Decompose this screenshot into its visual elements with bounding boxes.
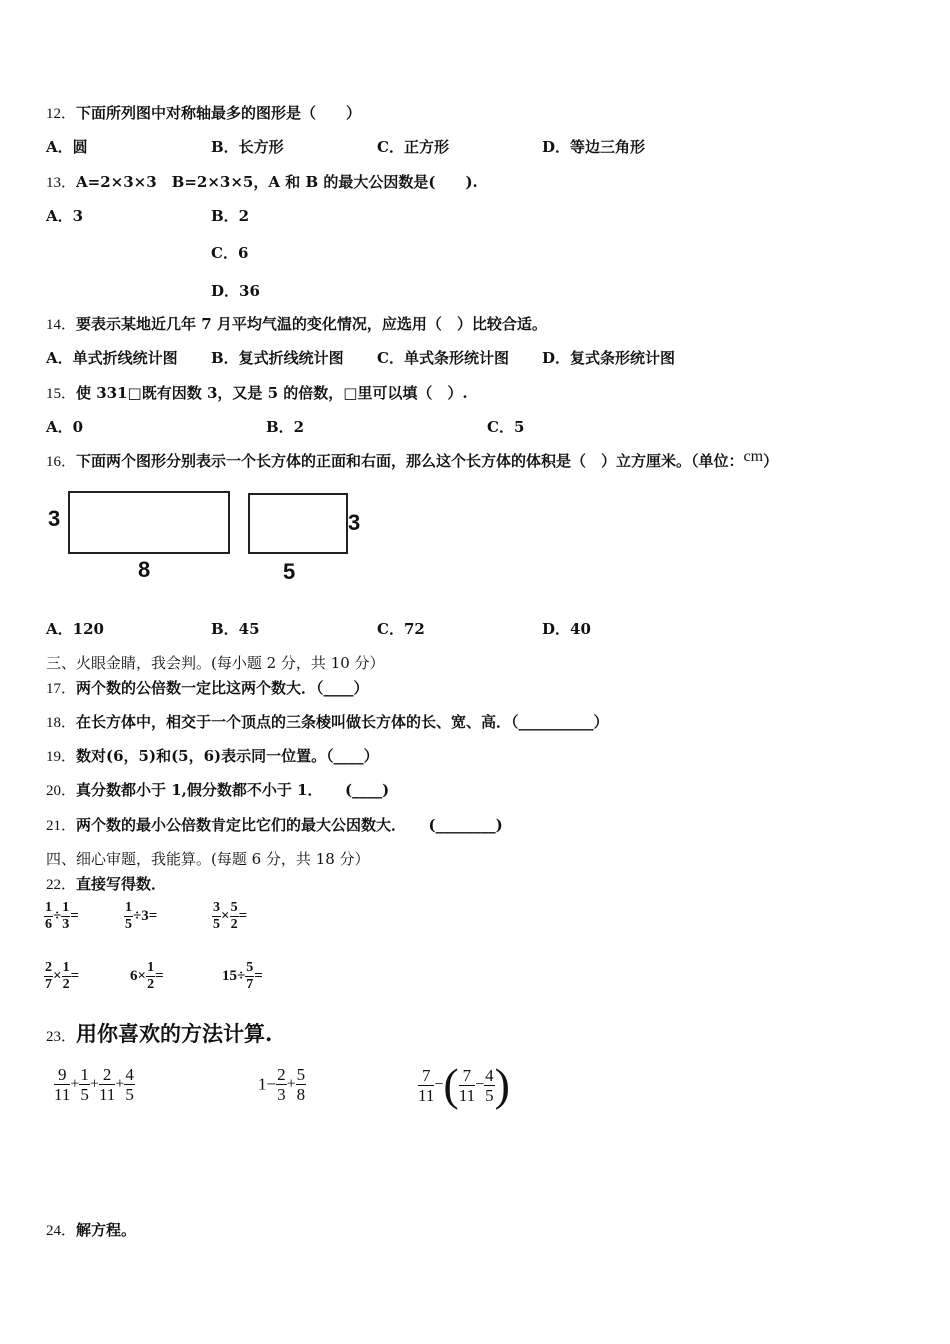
- numerator: 1: [80, 1065, 89, 1084]
- question-24: [46, 1219, 136, 1240]
- question-text: 直接写得数．: [76, 875, 167, 893]
- operator: ÷: [53, 908, 62, 924]
- front-height-label: 3: [48, 506, 61, 531]
- calc-item: [124, 901, 157, 932]
- numerator: 5: [246, 960, 254, 975]
- denominator: 11: [458, 1085, 476, 1105]
- question-text: 要表示某地近几年 7 月平均气温的变化情况，应选用（ ）比较合适。: [76, 315, 547, 333]
- denominator: 3: [62, 917, 70, 932]
- option-d: D．等边三角形: [542, 138, 646, 156]
- calc-item: [130, 961, 164, 992]
- denominator: 5: [125, 1085, 134, 1104]
- denominator: 7: [246, 977, 254, 992]
- option-b: B．复式折线统计图: [211, 349, 344, 367]
- option-b: B．45: [211, 620, 260, 638]
- option-c: C．正方形: [377, 138, 449, 156]
- question-13: [46, 171, 478, 192]
- denominator: 5: [213, 917, 220, 932]
- question-text: 两个数的最小公倍数肯定比它们的最大公因数大． (________): [76, 816, 503, 834]
- option-d: D．36: [211, 282, 260, 300]
- operator: +: [115, 1075, 125, 1093]
- question-22: [46, 873, 166, 894]
- question-text: 下面所列图中对称轴最多的图形是（ ）: [76, 104, 362, 122]
- operator: 15÷: [222, 968, 246, 984]
- operator: ×: [53, 968, 62, 984]
- fraction: [484, 1067, 495, 1104]
- fraction: [44, 961, 53, 992]
- numerator: 3: [213, 900, 220, 915]
- question-number: 13．: [46, 175, 77, 191]
- option-c: C．6: [211, 244, 249, 262]
- question-23: [46, 1018, 272, 1048]
- denominator: 7: [45, 977, 52, 992]
- equals-sign: =: [70, 908, 79, 924]
- fraction: [62, 961, 71, 992]
- option-a: A．120: [46, 620, 104, 638]
- numerator: 5: [296, 1065, 306, 1084]
- question-12: [46, 102, 361, 123]
- question-text: 解方程。: [76, 1221, 137, 1239]
- fraction: [276, 1066, 287, 1103]
- fraction: [61, 901, 70, 932]
- question-text: 数对(6，5)和(5，6)表示同一位置。（____）: [76, 747, 379, 765]
- question-number: 17．: [46, 681, 77, 697]
- denominator: 2: [230, 917, 238, 932]
- fraction: [146, 961, 155, 992]
- question-18: [46, 711, 609, 732]
- fraction: [296, 1066, 307, 1103]
- question-number: 19．: [46, 749, 77, 765]
- question-number: 23．: [46, 1029, 77, 1045]
- question-16: [46, 450, 778, 471]
- fraction: [212, 901, 221, 932]
- fraction: [124, 901, 133, 932]
- side-view-rectangle: [248, 493, 348, 554]
- numerator: 7: [459, 1067, 475, 1086]
- fraction: [230, 901, 239, 932]
- operator: +: [89, 1075, 99, 1093]
- option-b: B．长方形: [211, 138, 284, 156]
- unit-label: cm: [743, 448, 764, 465]
- denominator: 11: [418, 1085, 435, 1105]
- equals-sign: =: [254, 968, 263, 984]
- calc-item: [44, 901, 79, 932]
- fraction: [245, 961, 254, 992]
- left-parenthesis: (: [443, 1059, 459, 1110]
- numerator: 9: [54, 1066, 70, 1085]
- fraction: [124, 1066, 135, 1103]
- numerator: 2: [277, 1065, 286, 1084]
- question-17: [46, 677, 369, 698]
- option-a: A．圆: [46, 138, 88, 156]
- operator: +: [70, 1075, 80, 1093]
- operator: +: [286, 1075, 296, 1093]
- expression-3: [418, 1059, 510, 1110]
- option-d: D．复式条形统计图: [542, 349, 676, 367]
- operator: −: [434, 1076, 444, 1093]
- operator: 1−: [258, 1074, 277, 1094]
- question-text: 两个数的公倍数一定比这两个数大．（____）: [76, 679, 369, 697]
- numerator: 4: [125, 1065, 134, 1084]
- operator: ÷3: [133, 908, 149, 924]
- denominator: 5: [80, 1085, 89, 1104]
- question-number: 21．: [46, 818, 77, 834]
- denominator: 2: [147, 977, 155, 992]
- question-20: [46, 779, 389, 800]
- question-number: 16．: [46, 454, 77, 470]
- question-text: 真分数都小于 1,假分数都不小于 1． (____): [76, 781, 390, 799]
- equals-sign: =: [70, 968, 80, 984]
- denominator: 6: [45, 917, 52, 932]
- fraction: [79, 1066, 90, 1103]
- numerator: 1: [45, 900, 52, 915]
- fraction: [44, 901, 53, 932]
- equals-sign: =: [148, 908, 158, 924]
- question-number: 14．: [46, 317, 77, 333]
- question-number: 24．: [46, 1223, 77, 1239]
- question-number: 12．: [46, 106, 77, 122]
- question-15: [46, 382, 468, 403]
- numerator: 7: [418, 1067, 434, 1086]
- equals-sign: =: [238, 908, 248, 924]
- numerator: 4: [485, 1065, 494, 1085]
- option-d: D．40: [542, 620, 591, 638]
- question-text: 下面两个图形分别表示一个长方体的正面和右面，那么这个长方体的体积是（ ）立方厘米。（单位：: [76, 452, 744, 470]
- calc-item: [44, 961, 79, 992]
- question-21: [46, 814, 503, 835]
- close-paren: ）: [763, 452, 779, 470]
- numerator: 1: [62, 900, 70, 915]
- section-3-heading: 三、火眼金睛，我会判。(每小题 2 分，共 10 分）: [46, 654, 385, 672]
- expression-2: [258, 1066, 306, 1103]
- equals-sign: =: [155, 968, 164, 984]
- question-19: [46, 745, 379, 766]
- fraction: [54, 1066, 70, 1103]
- denominator: 8: [296, 1085, 306, 1104]
- calc-item: [212, 901, 247, 932]
- question-text: 在长方体中，相交于一个顶点的三条棱叫做长方体的长、宽、高．（__________）: [76, 713, 609, 731]
- denominator: 5: [485, 1085, 494, 1105]
- side-height-label: 3: [348, 510, 361, 535]
- fraction: [99, 1066, 115, 1103]
- right-parenthesis: ): [494, 1059, 510, 1110]
- option-a: A．单式折线统计图: [46, 349, 178, 367]
- question-number: 18．: [46, 715, 77, 731]
- option-c: C．72: [377, 620, 425, 638]
- denominator: 5: [125, 917, 132, 932]
- question-text: 用你喜欢的方法计算.: [76, 1021, 273, 1046]
- question-text: A=2×3×3 B=2×3×5，A 和 B 的最大公因数是( ).: [76, 173, 478, 191]
- operator: ×: [221, 908, 230, 924]
- option-b: B．2: [266, 418, 305, 436]
- front-view-rectangle: [68, 491, 230, 554]
- fraction: [459, 1067, 475, 1104]
- question-text: 使 331□既有因数 3，又是 5 的倍数，□里可以填（ ）.: [76, 384, 468, 402]
- numerator: 1: [147, 960, 155, 975]
- option-a: A．0: [46, 418, 84, 436]
- numerator: 1: [62, 960, 70, 975]
- option-c: C．单式条形统计图: [377, 349, 509, 367]
- fraction: [418, 1067, 434, 1104]
- cuboid-views-figure: [44, 484, 384, 594]
- option-a: A．3: [46, 207, 84, 225]
- question-number: 15．: [46, 386, 77, 402]
- option-b: B．2: [211, 207, 250, 225]
- question-number: 22．: [46, 877, 77, 893]
- operator: 6×: [130, 968, 147, 984]
- front-width-label: 8: [138, 557, 151, 582]
- denominator: 11: [54, 1085, 71, 1104]
- denominator: 11: [98, 1085, 116, 1104]
- section-4-heading: 四、细心审题，我能算。(每题 6 分，共 18 分）: [46, 850, 370, 868]
- denominator: 2: [62, 977, 70, 992]
- side-width-label: 5: [283, 559, 296, 584]
- expression-1: [54, 1066, 135, 1103]
- numerator: 2: [45, 960, 52, 975]
- numerator: 2: [99, 1066, 115, 1085]
- numerator: 1: [125, 900, 132, 915]
- question-14: [46, 313, 547, 334]
- question-number: 20．: [46, 783, 77, 799]
- calc-item: [222, 961, 263, 992]
- denominator: 3: [277, 1085, 286, 1104]
- option-c: C．5: [487, 418, 525, 436]
- operator: −: [475, 1076, 485, 1093]
- numerator: 5: [230, 900, 238, 915]
